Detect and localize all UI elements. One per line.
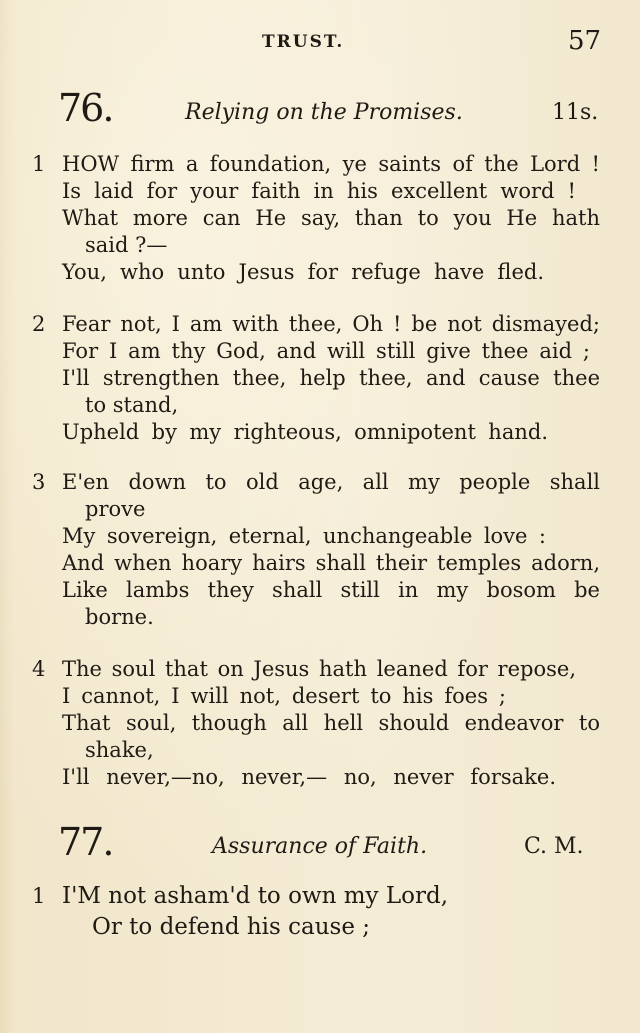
verse-line: Fear not, I am with thee, Oh ! be not dismayed; [62, 312, 600, 336]
stanza-number: 1 [32, 152, 46, 176]
verse-line: I'll strengthen thee, help thee, and cause thee [62, 366, 600, 390]
verse-line: And when hoary hairs shall their temples adorn, [62, 551, 600, 575]
hymn-76-heading [0, 88, 640, 138]
verse-line: For I am thy God, and will still give thee aid ; [62, 339, 590, 363]
verse-line: You, who unto Jesus for refuge have fled. [62, 260, 544, 284]
running-head [0, 26, 640, 60]
verse-line: Or to defend his cause ; [92, 914, 371, 940]
verse-line: What more can He say, than to you He hath [62, 206, 600, 230]
verse-line: to stand, [85, 393, 179, 417]
hymn-title: Assurance of Faith. [212, 834, 428, 859]
page-number: 57 [568, 26, 602, 56]
verse-line: My sovereign, eternal, unchangeable love : [62, 524, 546, 548]
verse-line: That soul, though all hell should endeavor to [62, 711, 600, 735]
hymn-meter: 11s. [552, 100, 599, 125]
verse-line: said ?— [85, 233, 168, 257]
stanza-number: 3 [32, 470, 46, 494]
verse-line: I'M not asham'd to own my Lord, [62, 883, 449, 909]
hymn-title: Relying on the Promises. [185, 100, 463, 125]
verse-line: E'en down to old age, all my people shall [62, 470, 600, 494]
hymn-77-heading [0, 822, 640, 872]
verse-line: I cannot, I will not, desert to his foes ; [62, 684, 506, 708]
verse-line: Upheld by my righteous, omnipotent hand. [62, 420, 548, 444]
hymn-meter: C. M. [524, 834, 584, 859]
verse-line: Is laid for your faith in his excellent word ! [62, 179, 576, 203]
running-title: TRUST. [262, 32, 345, 52]
verse-line: prove [85, 497, 146, 521]
verse-line: The soul that on Jesus hath leaned for repose, [62, 657, 576, 681]
stanza-number: 1 [32, 884, 46, 908]
hymn-number: 77. [58, 820, 113, 864]
stanza-number: 2 [32, 312, 46, 336]
verse-line: Like lambs they shall still in my bosom be [62, 578, 600, 602]
verse-line: borne. [85, 605, 154, 629]
verse-line: I'll never,—no, never,— no, never forsake. [62, 765, 556, 789]
stanza-number: 4 [32, 657, 46, 681]
hymn-number: 76. [58, 86, 113, 130]
verse-line: shake, [85, 738, 154, 762]
verse-line: HOW firm a foundation, ye saints of the Lord ! [62, 152, 600, 176]
